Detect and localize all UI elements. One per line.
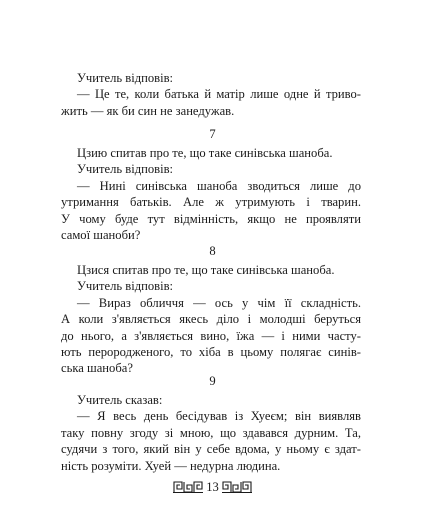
- greek-key-ornament-icon: [222, 481, 252, 493]
- text-line: Цзию спитав про те, що таке синівська шаноба.: [77, 146, 333, 160]
- text-line: ність розуміти. Хуей — недурна людина.: [61, 458, 281, 473]
- text-line: таку повну згоду зі мною, що здавався дурним. Та,: [61, 425, 361, 440]
- greek-key-ornament-icon: [173, 481, 203, 493]
- text-line: ська шаноба?: [61, 361, 133, 376]
- text-line: — Я весь день бесідував із Хуеєм; він виявляв: [77, 409, 361, 424]
- text-line: ють перородженого, то хіба в цьому полягає синів-: [61, 344, 361, 359]
- section-number: 7: [209, 127, 216, 141]
- text-line: А коли з'являється якесь діло і молодші беруться: [61, 312, 361, 327]
- text-line: У чому буде тут відмінність, якщо не проявляти: [61, 211, 361, 226]
- section-number: 9: [209, 374, 216, 388]
- text-line: судячи з того, який він у себе вдома, у ньому є здат-: [61, 442, 361, 457]
- text-line: Учитель сказав:: [77, 393, 163, 407]
- text-line: утримання батьків. Але ж утримують і тварин.: [61, 195, 361, 210]
- text-line: — Вираз обличчя — ось у чім її складність.: [77, 295, 361, 310]
- paragraph-continuation: [61, 70, 361, 119]
- section-7-text: [61, 145, 361, 243]
- text-line: жить — як би син не занедужав.: [61, 103, 235, 118]
- page-number: 13: [206, 480, 219, 494]
- text-line: — Нині синівська шаноба зводиться лише до: [77, 178, 361, 193]
- text-line: Учитель відповів:: [77, 279, 174, 294]
- text-line: Учитель відповів:: [77, 162, 174, 177]
- text-line: — Це те, коли батька й матір лише одне й триво-: [77, 87, 361, 102]
- text-line: до нього, а з'являється вино, їжа — і ними часту-: [61, 328, 361, 343]
- section-number: 8: [209, 244, 216, 258]
- text-line: Учитель відповів:: [77, 71, 174, 85]
- page-footer: [0, 478, 425, 496]
- section-8-text: [61, 262, 361, 377]
- text-line: самої шаноби?: [61, 227, 141, 242]
- section-9-text: [61, 392, 361, 474]
- text-line: Цзися спитав про те, що таке синівська шаноба.: [77, 263, 335, 277]
